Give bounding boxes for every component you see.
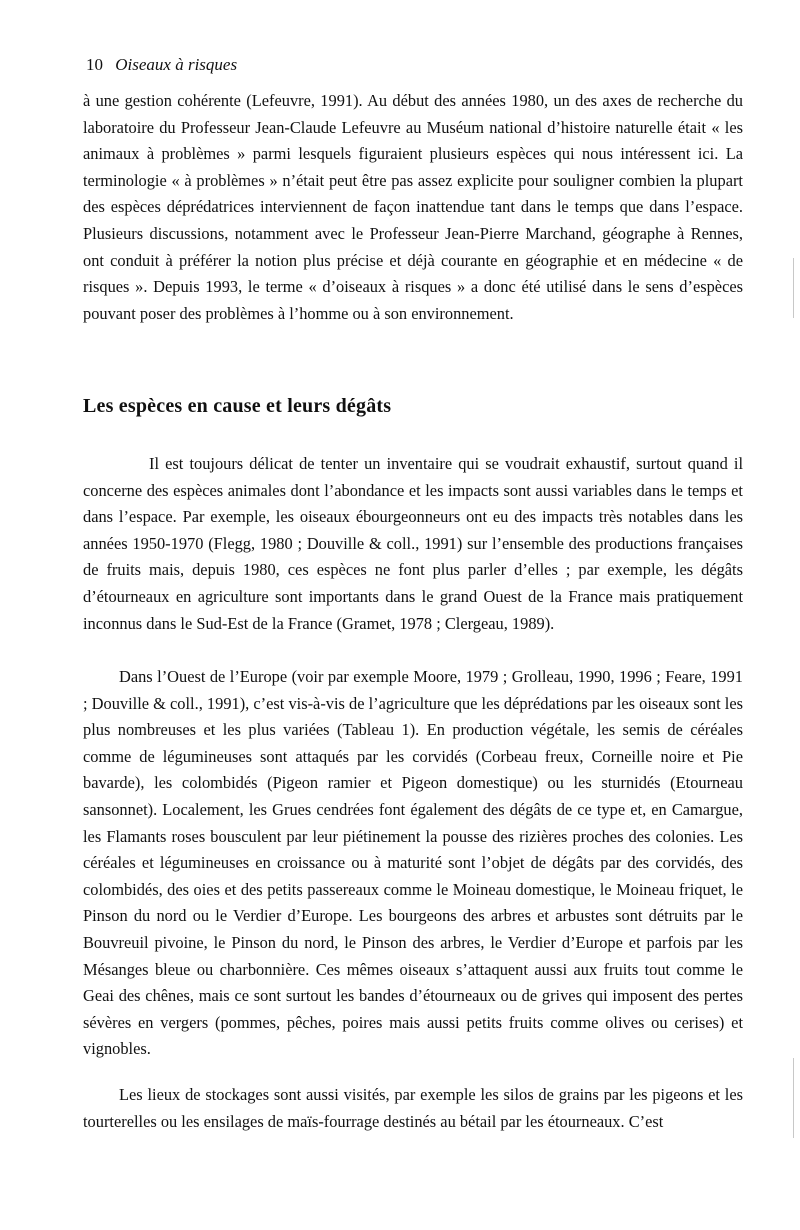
running-header xyxy=(86,54,237,76)
scan-margin-line xyxy=(793,258,794,318)
paragraph-west-europe: Dans l’Ouest de l’Europe (voir par exemple Moore, 1979 ; Grolleau, 1990, 1996 ; Feare, 1991 ; Douville & coll., 1991), c’est vis-à-vis de l’agriculture que les déprédations par les oiseaux sont les plus nombreuses et les plus variées (Tableau 1). En production végétale, les semis de céréales comme de légumineuses sont attaqués par les corvidés (Corbeau freux, Corneille noire et Pie bavarde), les colombidés (Pigeon ramier et Pigeon domestique) ou les sturnidés (Etourneau sansonnet). Localement, les Grues cendrées font également des dégâts de ce type et, en Camargue, les Flamants roses bousculent par leur piétinement la pousse des rizières proches des colonies. Les céréales et légumineuses en croissance ou à maturité sont l’objet de dégâts par des corvidés, des colombidés, des oies et des petits passereaux comme le Moineau domestique, le Moineau friquet, le Pinson du nord ou le Verdier d’Europe. Les bourgeons des arbres et arbustes sont détruits par le Bouvreuil pivoine, le Pinson du nord, le Pinson des arbres, le Verdier d’Europe et parfois par les Mésanges bleue ou charbonnière. Ces mêmes oiseaux s’attaquent aussi aux fruits tout comme le Geai des chênes, mais ce sont surtout les bandes d’étourneaux ou de grives qui imposent des pertes sévères en vergers (pommes, pêches, poires mais aussi petits fruits comme olives ou cerises) et vignobles. xyxy=(83,667,743,1059)
section-heading: Les espèces en cause et leurs dégâts xyxy=(83,395,392,417)
scan-margin-line xyxy=(793,1058,794,1138)
book-title: Oiseaux à risques xyxy=(115,55,238,74)
paragraph-intro: à une gestion cohérente (Lefeuvre, 1991). Au début des années 1980, un des axes de recherche du laboratoire du Professeur Jean-Claude Lefeuvre au Muséum national d’histoire naturelle était « les animaux à problèmes » parmi lesquels figuraient plusieurs espèces qui nous intéressent ici. La terminologie « à problèmes » n’était peut être pas assez explicite pour souligner combien la plupart des espèces déprédatrices interviennent de façon inattendue tant dans le temps que dans l’espace. Plusieurs discussions, notamment avec le Professeur Jean-Pierre Marchand, géographe à Rennes, ont conduit à préférer la notion plus précise et déjà courante en géographie et en médecine « de risques ». Depuis 1993, le terme « d’oiseaux à risques » a donc été utilisé dans le sens d’espèces pouvant poser des problèmes à l’homme ou à son environnement. xyxy=(83,91,743,323)
paragraph-storage: Les lieux de stockages sont aussi visités, par exemple les silos de grains par les pigeons et les tourterelles ou les ensilages de maïs-fourrage destinés au bétail par les étourneaux. C’est xyxy=(83,1085,743,1131)
page-number: 10 xyxy=(86,55,103,74)
paragraph-inventory: Il est toujours délicat de tenter un inventaire qui se voudrait exhaustif, surtout quand il concerne des espèces animales dont l’abondance et les impacts sont aussi variables dans le temps et dans l’espace. Par exemple, les oiseaux ébourgeonneurs ont eu des impacts très notables dans les années 1950-1970 (Flegg, 1980 ; Douville & coll., 1991) sur l’ensemble des productions françaises de fruits mais, depuis 1980, ces espèces ne font plus parler d’elles ; par exemple, les dégâts d’étourneaux en agriculture sont importants dans le grand Ouest de la France mais pratiquement inconnus dans le Sud-Est de la France (Gramet, 1978 ; Clergeau, 1989). xyxy=(83,454,743,633)
